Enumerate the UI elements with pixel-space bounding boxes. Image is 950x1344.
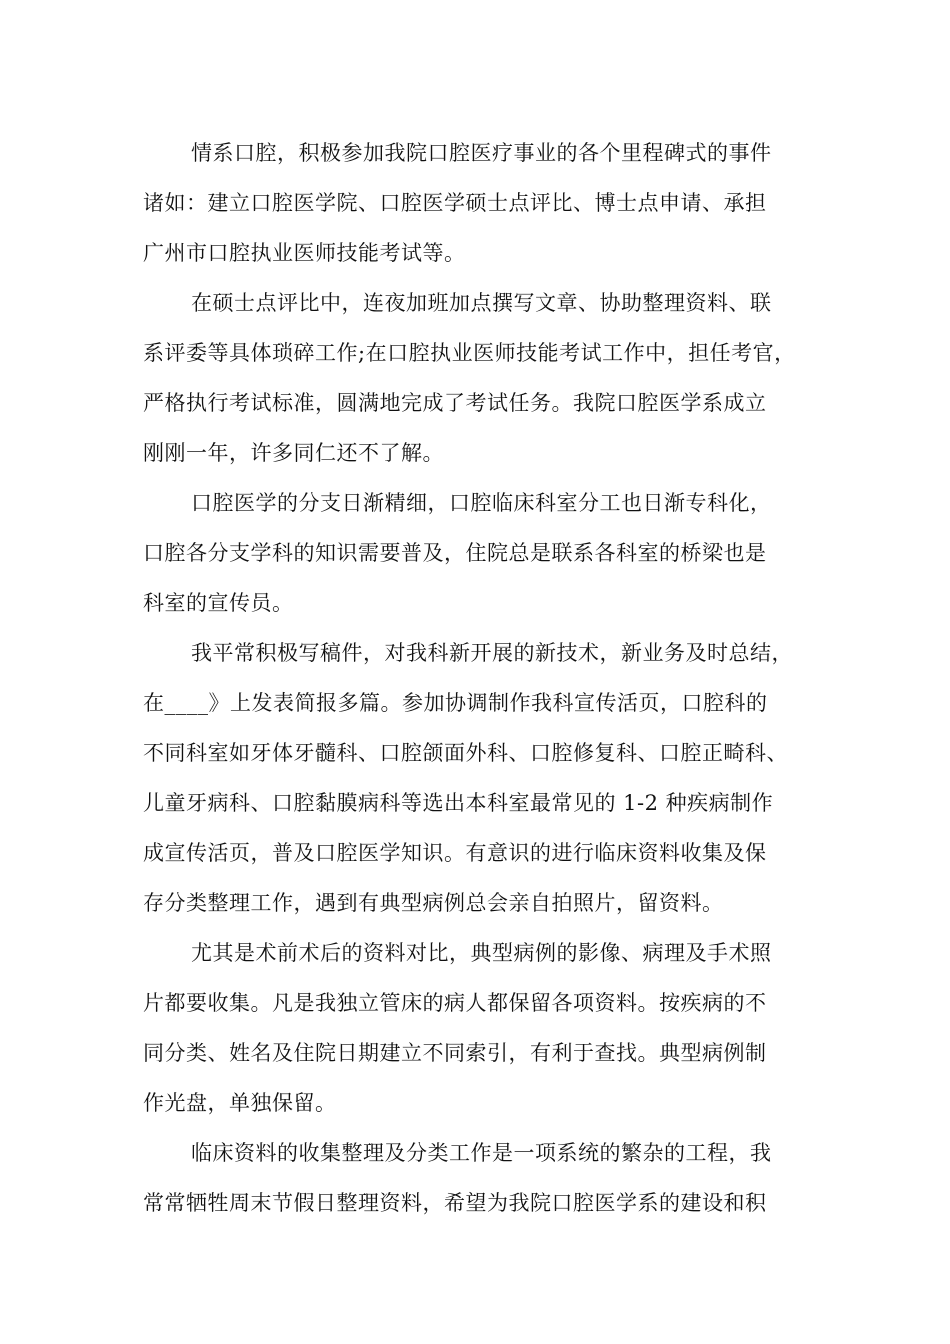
text-line: 常常牺牲周末节假日整理资料，希望为我院口腔医学系的建设和积 <box>143 1191 767 1215</box>
text-line: 情系口腔，积极参加我院口腔医疗事业的各个里程碑式的事件 <box>191 141 772 165</box>
text-line: 同分类、姓名及住院日期建立不同索引，有利于查找。典型病例制 <box>143 1041 767 1065</box>
paragraph-3 <box>143 478 813 628</box>
document-body <box>143 128 813 1228</box>
text-line: 存分类整理工作，遇到有典型病例总会亲自拍照片，留资料。 <box>143 891 724 915</box>
paragraph-2 <box>143 278 813 478</box>
paragraph-1 <box>143 128 813 278</box>
text-line: 广州市口腔执业医师技能考试等。 <box>143 241 466 265</box>
text-line: 临床资料的收集整理及分类工作是一项系统的繁杂的工程，我 <box>191 1141 772 1165</box>
text-line: 严格执行考试标准，圆满地完成了考试任务。我院口腔医学系成立 <box>143 391 767 415</box>
text-line: 儿童牙病科、口腔黏膜病科等选出本科室最常见的 1-2 种疾病制作 <box>143 791 774 815</box>
text-line: 诸如：建立口腔医学院、口腔医学硕士点评比、博士点申请、承担 <box>143 191 767 215</box>
text-line: 刚刚一年，许多同仁还不了解。 <box>143 441 444 465</box>
text-line: 科室的宣传员。 <box>143 591 294 615</box>
text-line: 作光盘，单独保留。 <box>143 1091 337 1115</box>
text-line: 成宣传活页，普及口腔医学知识。有意识的进行临床资料收集及保 <box>143 841 767 865</box>
paragraph-5 <box>143 928 813 1128</box>
text-line: 在硕士点评比中，连夜加班加点撰写文章、协助整理资料、联 <box>191 291 772 315</box>
text-line: 口腔各分支学科的知识需要普及，住院总是联系各科室的桥梁也是 <box>143 541 767 565</box>
text-line: 尤其是术前术后的资料对比，典型病例的影像、病理及手术照 <box>191 941 772 965</box>
paragraph-6 <box>143 1128 813 1228</box>
text-line: 片都要收集。凡是我独立管床的病人都保留各项资料。按疾病的不 <box>143 991 767 1015</box>
paragraph-4 <box>143 628 813 928</box>
text-line: 在____》上发表简报多篇。参加协调制作我科宣传活页，口腔科的 <box>143 691 768 715</box>
text-line: 口腔医学的分支日渐精细，口腔临床科室分工也日渐专科化， <box>191 491 772 515</box>
text-line: 不同科室如牙体牙髓科、口腔颌面外科、口腔修复科、口腔正畸科、 <box>143 741 788 765</box>
text-line: 我平常积极写稿件，对我科新开展的新技术，新业务及时总结， <box>191 641 793 665</box>
text-line: 系评委等具体琐碎工作;在口腔执业医师技能考试工作中，担任考官， <box>143 341 796 365</box>
